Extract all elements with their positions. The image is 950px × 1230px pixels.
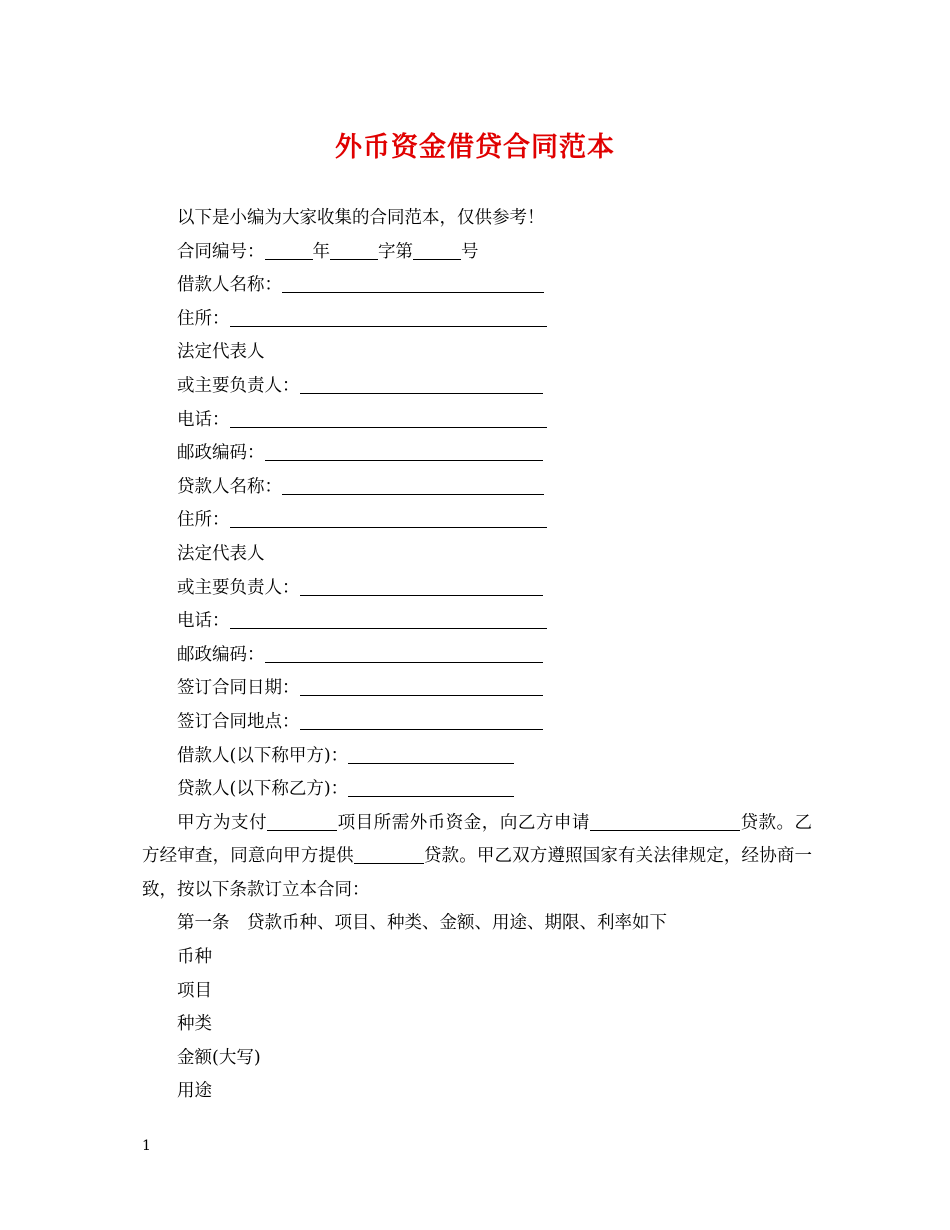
item-purpose: 用途: [177, 1081, 212, 1102]
project-blank: [267, 812, 337, 831]
borrower-rep-blank: [300, 375, 543, 394]
party-b-blank: [348, 778, 514, 797]
borrower-phone-line: 电话：: [142, 404, 812, 438]
lender-name-line: 贷款人名称：: [142, 471, 812, 505]
contract-year-blank: [265, 241, 313, 260]
intro-line: 以下是小编为大家收集的合同范本，仅供参考！: [177, 208, 545, 228]
item-project: 项目: [177, 980, 212, 1001]
borrower-postcode-blank: [265, 442, 543, 461]
lender-phone-line: 电话：: [142, 605, 812, 639]
borrower-rep-line-2: 或主要负责人：: [142, 370, 812, 404]
loan-apply-blank: [590, 812, 740, 831]
borrower-name-blank: [282, 274, 544, 293]
borrower-address-line: 住所：: [142, 303, 812, 337]
borrower-address-blank: [230, 308, 547, 327]
party-a-line: 借款人(以下称甲方)：: [142, 740, 812, 774]
borrower-rep-line-1: 法定代表人: [177, 342, 265, 363]
document-body: [142, 202, 812, 1109]
lender-rep-line-2: 或主要负责人：: [142, 572, 812, 606]
lender-postcode-blank: [265, 644, 543, 663]
document-title: 外币资金借贷合同范本: [335, 132, 615, 163]
lender-rep-blank: [300, 577, 543, 596]
borrower-phone-blank: [230, 409, 547, 428]
sign-place-blank: [300, 711, 543, 730]
contract-number-blank: [413, 241, 461, 260]
borrower-postcode-line: 邮政编码：: [142, 437, 812, 471]
sign-date-blank: [300, 677, 543, 696]
lender-address-line: 住所：: [142, 504, 812, 538]
item-type: 种类: [177, 1014, 212, 1035]
item-amount: 金额(大写): [177, 1047, 261, 1068]
lender-rep-line-1: 法定代表人: [177, 543, 265, 564]
borrower-name-line: 借款人名称：: [142, 269, 812, 303]
contract-char-blank: [330, 241, 378, 260]
lender-postcode-line: 邮政编码：: [142, 639, 812, 673]
lender-phone-blank: [230, 610, 547, 629]
party-b-line: 贷款人(以下称乙方)：: [142, 773, 812, 807]
party-a-blank: [348, 745, 514, 764]
lender-name-blank: [282, 476, 544, 495]
sign-date-line: 签订合同日期：: [142, 672, 812, 706]
article-1-heading: 第一条 贷款币种、项目、种类、金额、用途、期限、利率如下: [177, 913, 667, 934]
contract-number-line: 合同编号： 年 字第 号: [177, 241, 479, 262]
sign-place-line: 签订合同地点：: [142, 706, 812, 740]
page-number: 1: [142, 1138, 151, 1154]
preamble-paragraph: 甲方为支付 项目所需外币资金，向乙方申请 贷款。乙方经审查，同意向甲方提供 贷款。甲乙双方遵照国家有关法律规定，经协商一致，按以下条款订立本合同：: [142, 812, 813, 900]
lender-address-blank: [230, 509, 547, 528]
item-currency: 币种: [177, 947, 212, 968]
loan-provide-blank: [354, 845, 424, 864]
